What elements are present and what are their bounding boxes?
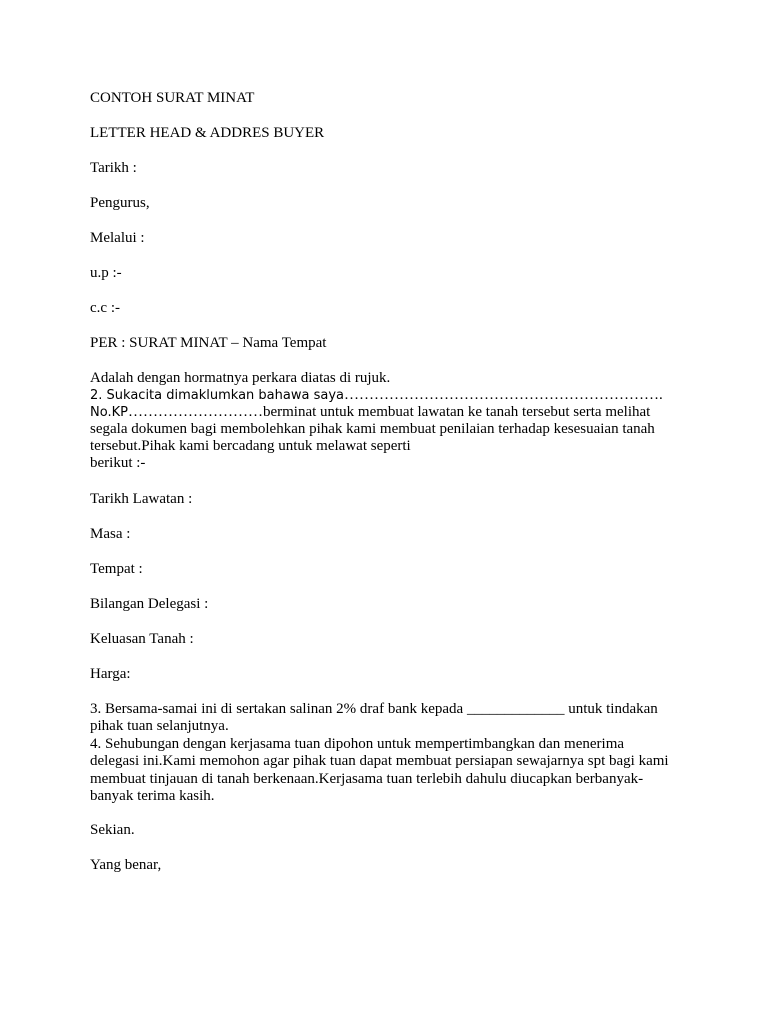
ic-blank: ……………………… [127,404,263,420]
date-label: Tarikh : [90,160,137,176]
paragraph-2-line-2 [90,404,650,421]
addressee-label: Pengurus, [90,195,150,211]
price-label: Harga: [90,666,131,682]
paragraph-4-line-4: banyak terima kasih. [90,788,215,804]
paragraph-3-line-1: 3. Bersama-samai ini di sertakan salinan 2% draf bank kepada _____________ untuk tindakan [90,701,658,717]
via-label: Melalui : [90,230,145,246]
attention-label: u.p :- [90,265,122,281]
paragraph-2-intro: 2. Sukacita dimaklumkan bahawa saya [90,388,344,403]
closing-sekian: Sekian. [90,822,135,838]
paragraph-4-line-3: membuat tinjauan di tanah berkenaan.Kerjasama tuan terlebih dahulu diucapkan berbanyak- [90,771,644,787]
paragraph-2-line-4: tersebut.Pihak kami bercadang untuk melawat seperti [90,438,411,454]
paragraph-1: Adalah dengan hormatnya perkara diatas di rujuk. [90,370,391,386]
delegation-count-label: Bilangan Delegasi : [90,596,209,612]
paragraph-3-line-2: pihak tuan selanjutnya. [90,718,229,734]
paragraph-4-line-1: 4. Sehubungan dengan kerjasama tuan dipohon untuk mempertimbangkan dan menerima [90,736,625,752]
ic-label: No.KP [90,405,128,420]
name-blank: ………………………………………………………. [343,387,663,403]
letter-title: CONTOH SURAT MINAT [90,90,255,106]
paragraph-2-line-3: segala dokumen bagi membolehkan pihak kami membuat penilaian terhadap kesesuaian tanah [90,421,655,437]
closing-yang-benar: Yang benar, [90,857,162,873]
land-area-label: Keluasan Tanah : [90,631,194,647]
subject-line: PER : SURAT MINAT – Nama Tempat [90,335,327,351]
paragraph-2-continuation: berminat untuk membuat lawatan ke tanah tersebut serta melihat [262,404,651,420]
paragraph-2-line-5: berikut :- [90,455,146,471]
paragraph-4-line-2: delegasi ini.Kami memohon agar pihak tuan dapat membuat persiapan sewajarnya spt bagi kami [90,753,669,769]
visit-date-label: Tarikh Lawatan : [90,491,193,507]
time-label: Masa : [90,526,131,542]
place-label: Tempat : [90,561,143,577]
cc-label: c.c :- [90,300,120,316]
paragraph-2-line-1 [90,387,663,404]
letterhead-placeholder: LETTER HEAD & ADDRES BUYER [90,125,325,141]
